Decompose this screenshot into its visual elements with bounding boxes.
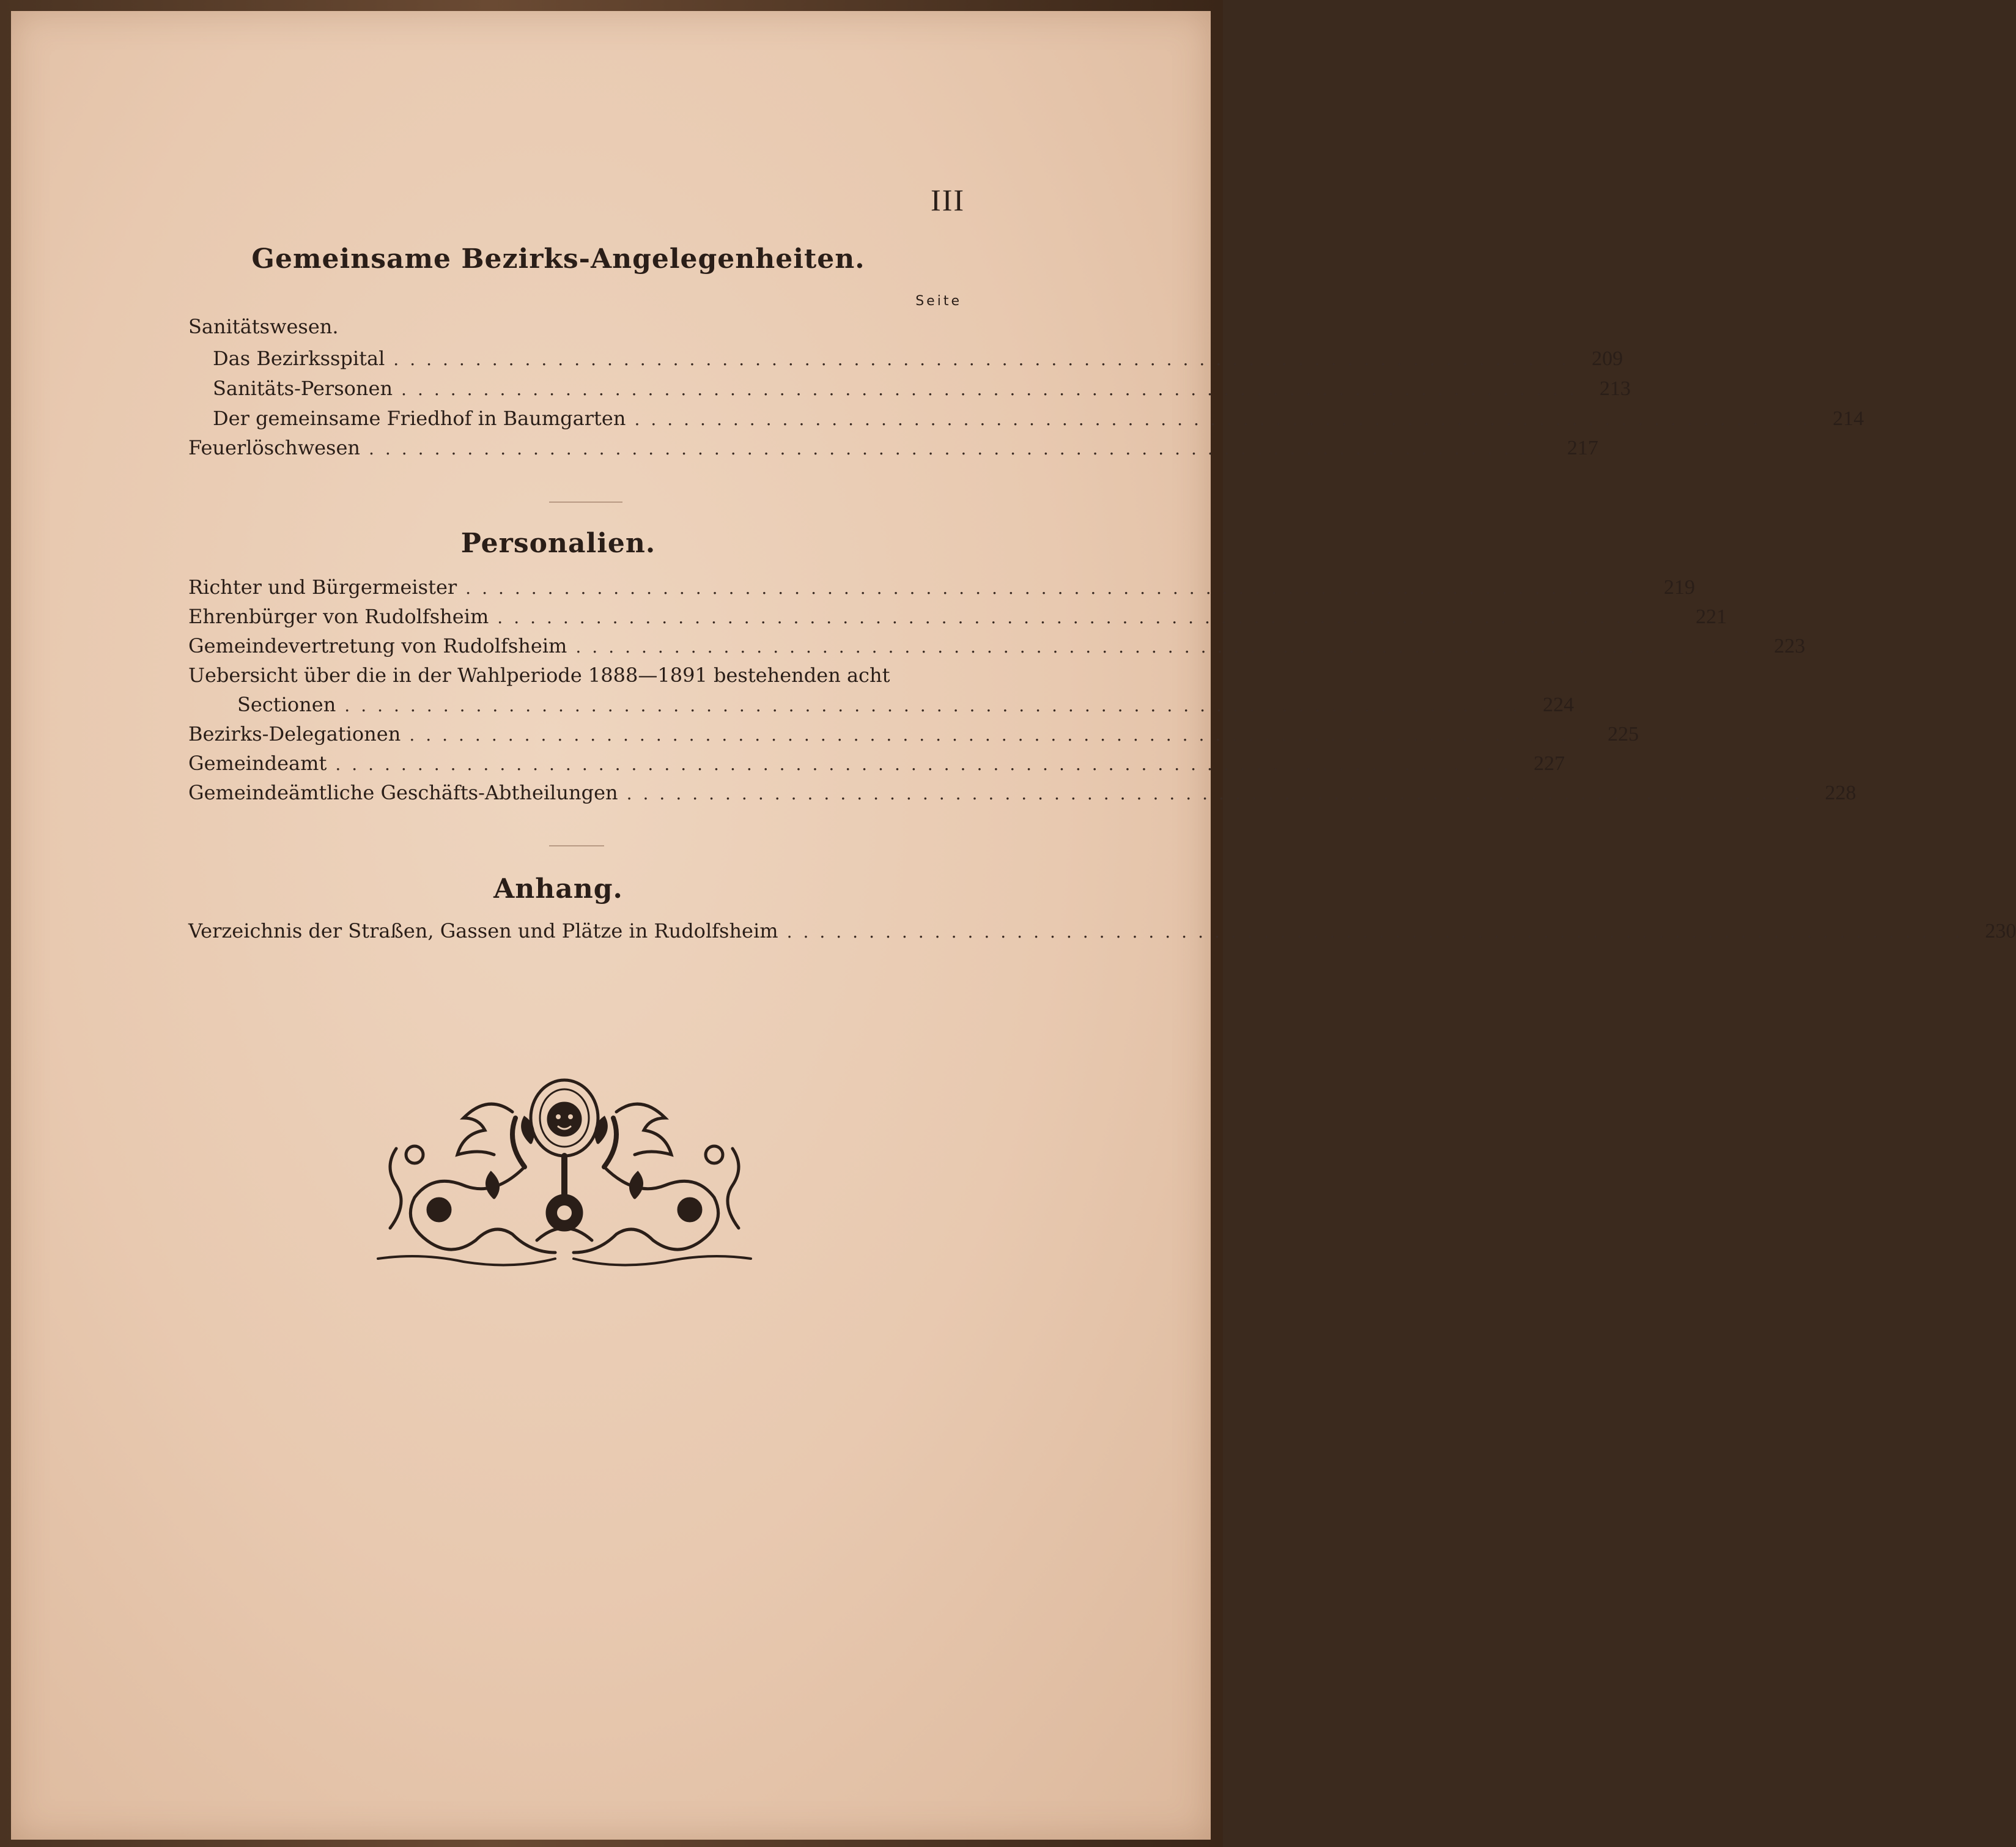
toc-entry-label: Richter und Bürgermeister	[188, 576, 457, 599]
leader-dots: ........................................................................	[575, 637, 1760, 657]
toc-entry-label: Gemeindeämtliche Geschäfts-Abtheilungen	[188, 781, 618, 804]
toc-entry-page: 209	[1592, 347, 1623, 370]
toc-entry-page: 225	[1608, 723, 1639, 746]
section-divider	[549, 845, 604, 846]
page-number: III	[931, 183, 965, 217]
leader-dots: ........................................................................	[634, 409, 1819, 429]
toc-entry	[188, 916, 2016, 946]
toc-entry-page: 213	[1599, 377, 1631, 400]
column-header-seite: Seite	[915, 294, 962, 309]
toc-entry	[213, 374, 1631, 403]
toc-entry-label: Ehrenbürger von Rudolfsheim	[188, 605, 489, 628]
toc-entry-label: Feuerlöschwesen	[188, 436, 360, 459]
toc-entry-page: 227	[1534, 752, 1565, 775]
toc-entry	[213, 404, 1864, 433]
toc-entry-label: Verzeichnis der Straßen, Gassen und Plätze in Rudolfsheim	[188, 919, 778, 942]
toc-entry	[213, 344, 1623, 373]
toc-entry	[188, 572, 1695, 602]
toc-entry	[237, 690, 1575, 719]
toc-entry-label: Das Bezirksspital	[213, 347, 385, 370]
toc-entry-page: 214	[1833, 407, 1864, 430]
toc-entry-label: Sanitäts-Personen	[213, 377, 393, 400]
toc-entry-page: 223	[1774, 635, 1806, 657]
toc-entry-label: Der gemeinsame Friedhof in Baumgarten	[213, 407, 626, 430]
section-divider	[549, 502, 622, 503]
toc-entry-long-line1: Uebersicht über die in der Wahlperiode 1888—1891 bestehenden acht	[188, 664, 890, 687]
toc-entry	[188, 602, 1727, 631]
toc-entry-page: 228	[1825, 782, 1856, 804]
leader-dots: ........................................................................	[626, 783, 1811, 804]
toc-entry	[188, 433, 1598, 462]
book-page	[11, 11, 2016, 1840]
toc-entry-page: 224	[1543, 694, 1575, 716]
section-heading-bezirks: Gemeinsame Bezirks-Angelegenheiten.	[251, 243, 865, 275]
leader-dots: ........................................................................	[368, 439, 1553, 459]
section-heading-anhang: Anhang.	[493, 873, 623, 905]
leader-dots: ........................................................................	[409, 725, 1594, 745]
leader-dots: ........................................................................	[786, 922, 1971, 942]
group-label-sanitaet: Sanitätswesen.	[188, 315, 339, 338]
toc-entry	[188, 719, 1639, 749]
section-heading-personalien: Personalien.	[460, 528, 656, 559]
toc-entry-page: 230	[1985, 920, 2016, 942]
toc-entry-page: 219	[1664, 576, 1695, 599]
leader-dots: ........................................................................	[497, 607, 1682, 627]
leader-dots: ........................................................................	[344, 695, 1529, 716]
leader-dots: ........................................................................	[335, 754, 1520, 774]
toc-entry-label: Sectionen	[237, 693, 336, 716]
toc-entry	[188, 778, 1856, 807]
toc-entry-label: Gemeindevertretung von Rudolfsheim	[188, 634, 567, 657]
toc-entry-label: Gemeindeamt	[188, 752, 327, 775]
toc-entry-label: Bezirks-Delegationen	[188, 722, 401, 746]
toc-entry	[188, 749, 1565, 778]
leader-dots: ........................................................................	[393, 349, 1578, 369]
toc-entry-page: 221	[1696, 605, 1727, 628]
toc-entry-page: 217	[1567, 437, 1598, 459]
leader-dots: ........................................................................	[401, 379, 1586, 399]
page-content	[11, 11, 2016, 1840]
toc-entry	[188, 631, 1806, 661]
cherub-griffin-vignette-icon	[372, 1075, 757, 1271]
leader-dots: ........................................................................	[465, 578, 1650, 598]
